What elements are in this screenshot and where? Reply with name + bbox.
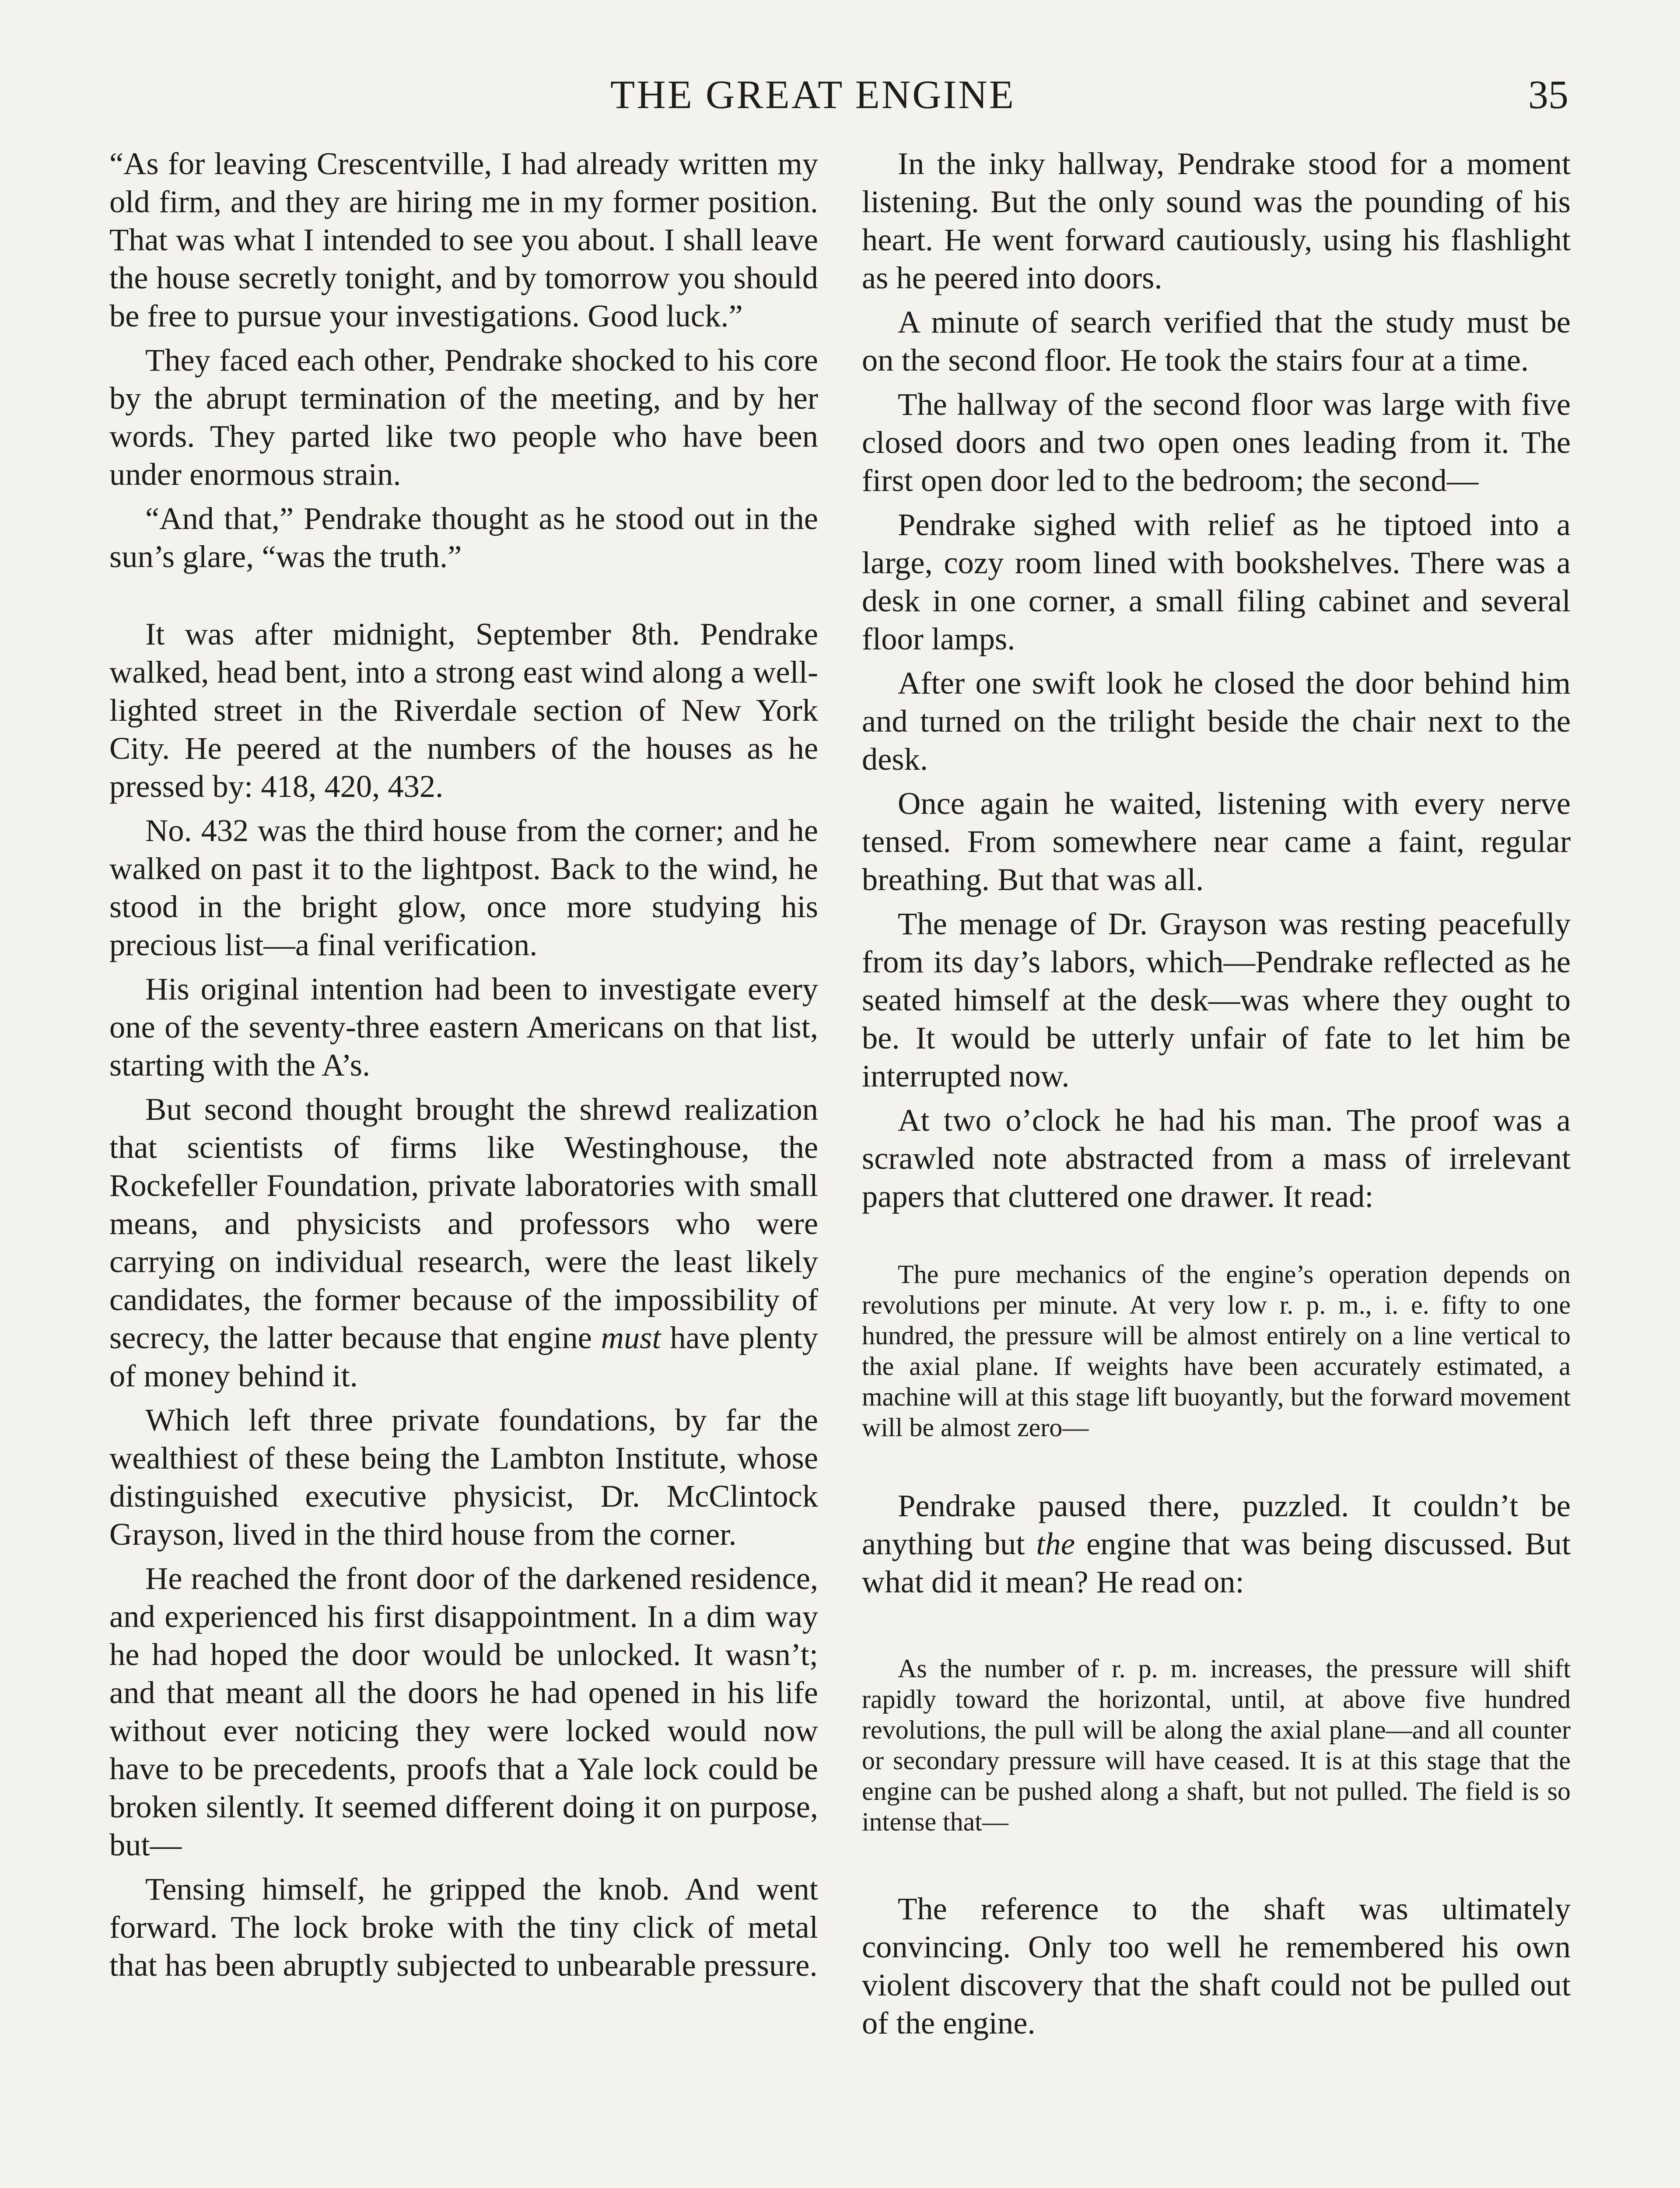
paragraph: He reached the front door of the darkened residence, and experienced his first disappointment. In a dim way he had hoped the door would be unlocked. It wasn’t; and that meant all the doors he had opened in his life without ever noticing they were locked would now have to be precedents, proofs that a Yale lock could be broken silently. It seemed different doing it on purpose, but— — [109, 1560, 818, 1862]
page-number: 35 — [1528, 72, 1568, 117]
paragraph: No. 432 was the third house from the corner; and he walked on past it to the lightpost. Back to the wind, he stood in the bright glow, once more studying his precious list—a final verification. — [109, 813, 818, 962]
running-title: THE GREAT ENGINE — [610, 72, 1015, 117]
paragraph: At two o’clock he had his man. The proof was a scrawled note abstracted from a mass of irrelevant papers that cluttered one drawer. It read: — [862, 1102, 1571, 1214]
paragraph: The menage of Dr. Grayson was resting peacefully from its day’s labors, which—Pendrake reflected as he seated himself at the desk—was where they ought to be. It would be utterly unfair of fate to let him be interrupted now. — [862, 906, 1571, 1094]
paragraph: The hallway of the second floor was large with five closed doors and two open ones leading from it. The first open door led to the bedroom; the second— — [862, 386, 1571, 498]
paragraph: Tensing himself, he gripped the knob. And went forward. The lock broke with the tiny click of metal that has been abruptly subjected to unbearable pressure. — [109, 1871, 818, 1983]
paragraph: “And that,” Pendrake thought as he stood out in the sun’s glare, “was the truth.” — [109, 501, 818, 574]
paragraph: They faced each other, Pendrake shocked to his core by the abrupt termination of the meeting, and by her words. They parted like two people who have been under enormous strain. — [109, 342, 818, 492]
paragraph: It was after midnight, September 8th. Pendrake walked, head bent, into a strong east wind along a well-lighted street in the Riverdale section of New York City. He peered at the numbers of the houses as he pressed by: 418, 420, 432. — [109, 616, 818, 804]
paragraph: Pendrake paused there, puzzled. It couldn’t be anything but the engine that was being discussed. But what did it mean? He read on: — [862, 1488, 1571, 1599]
paragraph: “As for leaving Crescentville, I had already written my old firm, and they are hiring me in my former position. That was what I intended to see you about. I shall leave the house secretly tonight, and by tomorrow you should be free to pursue your investigations. Good luck.” — [109, 146, 818, 333]
paragraph: In the inky hallway, Pendrake stood for a moment listening. But the only sound was the pounding of his heart. He went forward cautiously, using his flashlight as he peered into doors. — [862, 146, 1571, 295]
quoted-note: The pure mechanics of the engine’s operation depends on revolutions per minute. At very low r. p. m., i. e. fifty to one hundred, the pressure will be almost entirely on a line vertical to the axial plane. If weights have been accurately estimated, a machine will at this stage lift buoyantly, but the forward movement will be almost zero— — [862, 1260, 1571, 1442]
paragraph: Pendrake sighed with relief as he tiptoed into a large, cozy room lined with bookshelves. There was a desk in one corner, a small filing cabinet and several floor lamps. — [862, 507, 1571, 656]
right-column — [862, 144, 1571, 2048]
paragraph: His original intention had been to investigate every one of the seventy-three eastern Americans on that list, starting with the A’s. — [109, 971, 818, 1083]
paragraph: Once again he waited, listening with every nerve tensed. From somewhere near came a faint, regular breathing. But that was all. — [862, 785, 1571, 897]
left-column — [109, 144, 818, 1990]
paragraph: A minute of search verified that the study must be on the second floor. He took the stairs four at a time. — [862, 304, 1571, 378]
paragraph: Which left three private foundations, by far the wealthiest of these being the Lambton Institute, whose distinguished executive physicist, Dr. McClintock Grayson, lived in the third house from the corner. — [109, 1402, 818, 1552]
paragraph: The reference to the shaft was ultimately convincing. Only too well he remembered his own violent discovery that the shaft could not be pulled out of the engine. — [862, 1891, 1571, 2041]
paragraph: But second thought brought the shrewd realization that scientists of firms like Westinghouse, the Rockefeller Foundation, private laboratories with small means, and physicists and professors who were carrying on individual research, were the least likely candidates, the former because of the impossibility of secrecy, the latter because that engine must have plenty of money behind it. — [109, 1091, 818, 1393]
quoted-note: As the number of r. p. m. increases, the pressure will shift rapidly toward the horizontal, until, at above five hundred revolutions, the pull will be along the axial plane—and all counter or secondary pressure will have ceased. It is at this stage that the engine can be pushed along a shaft, but not pulled. The field is so intense that— — [862, 1654, 1571, 1836]
paragraph: After one swift look he closed the door behind him and turned on the trilight beside the chair next to the desk. — [862, 665, 1571, 777]
